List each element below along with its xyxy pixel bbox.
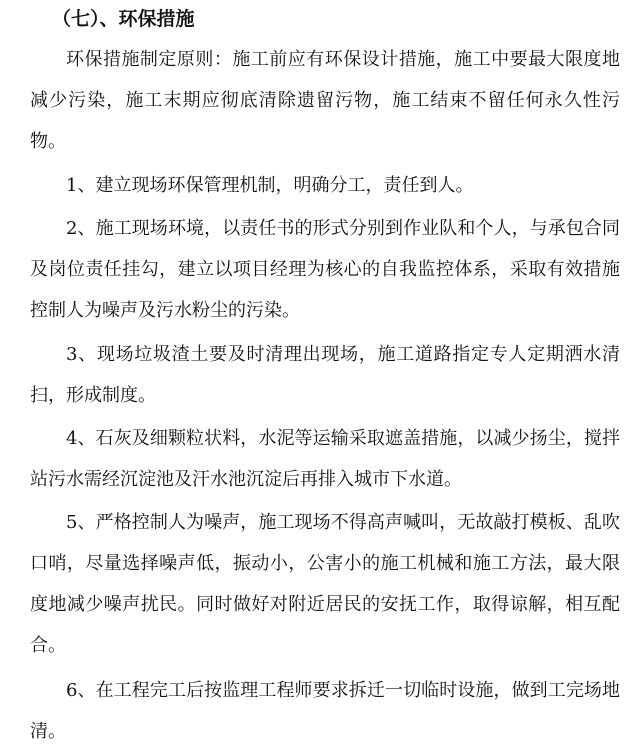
paragraph-item-2: 2、施工现场环境，以责任书的形式分别到作业队和个人，与承包合同及岗位责任挂勾，建立以项目经理为核心的自我监控体系，采取有效措施控制人为噪声及污水粉尘的污染。 <box>30 218 620 321</box>
section-heading: （七）、环保措施 <box>52 8 195 30</box>
paragraph-item-4: 4、石灰及细颗粒状料，水泥等运输采取遮盖措施，以减少扬尘，搅拌站污水需经沉淀池及汗水池沉淀后再排入城市下水道。 <box>30 428 620 490</box>
paragraph-item-1: 1、建立现场环保管理机制，明确分工，责任到人。 <box>66 175 474 196</box>
paragraph-principle: 环保措施制定原则：施工前应有环保设计措施，施工中要最大限度地减少污染，施工末期应彻底清除遗留污物，施工结束不留任何永久性污物。 <box>30 49 620 152</box>
paragraph-item-6: 6、在工程完工后按监理工程师要求拆迁一切临时设施，做到工完场地清。 <box>30 680 620 742</box>
paragraph-item-5: 5、严格控制人为噪声，施工现场不得高声喊叫，无故敲打模板、乱吹口哨，尽量选择噪声低，振动小，公害小的施工机械和施工方法，最大限度地减少噪声扰民。同时做好对附近居民的安抚工作，取得谅解，相互配合。 <box>30 512 620 656</box>
paragraph-item-3: 3、现场垃圾渣土要及时清理出现场，施工道路指定专人定期洒水清扫，形成制度。 <box>30 344 620 406</box>
